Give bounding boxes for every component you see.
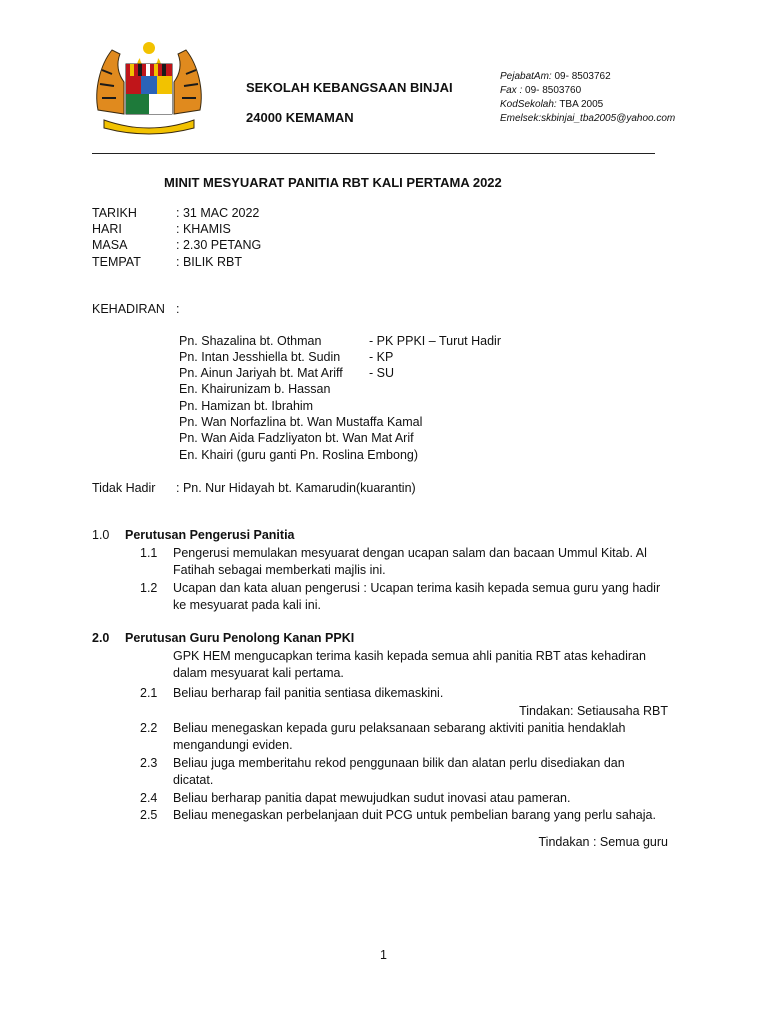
attendee-name: Pn. Shazalina bt. Othman: [179, 334, 322, 348]
attendee-name: En. Khairi (guru ganti Pn. Roslina Embong): [179, 448, 419, 462]
item-text: Beliau juga memberitahu rekod penggunaan bilik dan alatan perlu disediakan dan dicatat.: [173, 756, 625, 787]
contact-school-code: KodSekolah: TBA 2005: [500, 99, 604, 110]
item-text: Beliau menegaskan perbelanjaan duit PCG untuk pembelian barang yang perlu sahaja.: [173, 808, 656, 822]
contact-email: Emelsek:skbinjai_tba2005@yahoo.com: [500, 113, 676, 124]
item-text: Pengerusi memulakan mesyuarat dengan ucapan salam dan bacaan Ummul Kitab. Al Fatihah sebagai memberkati majlis ini.: [173, 546, 647, 577]
action-note: Tindakan: Setiausaha RBT: [519, 704, 668, 718]
attendance-colon: :: [176, 302, 180, 316]
detail-label-date: TARIKH: [92, 206, 137, 220]
item-text: Beliau berharap fail panitia sentiasa dikemaskini.: [173, 686, 444, 700]
absent-value: : Pn. Nur Hidayah bt. Kamarudin(kuarantin): [176, 481, 416, 495]
school-address: 24000 KEMAMAN: [246, 110, 354, 125]
detail-label-day: HARI: [92, 222, 122, 236]
attendee-name: Pn. Wan Aida Fadzliyaton bt. Wan Mat Arif: [179, 431, 414, 445]
attendee-name: Pn. Hamizan bt. Ibrahim: [179, 399, 314, 413]
item-number: 1.2: [140, 581, 158, 595]
detail-label-place: TEMPAT: [92, 255, 141, 269]
contact-block: [500, 70, 675, 126]
document-title: MINIT MESYUARAT PANITIA RBT KALI PERTAMA 2022: [164, 175, 502, 190]
header-divider: [92, 153, 655, 154]
section-title: Perutusan Guru Penolong Kanan PPKI: [125, 631, 355, 645]
item-number: 2.3: [140, 756, 158, 770]
detail-label-time: MASA: [92, 238, 128, 252]
detail-value-place: : BILIK RBT: [176, 255, 242, 269]
item-number: 1.1: [140, 546, 158, 560]
section-intro: GPK HEM mengucapkan terima kasih kepada semua ahli panitia RBT atas kehadiran dalam mesyuarat kali pertama.: [173, 649, 646, 680]
detail-value-time: : 2.30 PETANG: [176, 238, 262, 252]
attendee-role: - PK PPKI – Turut Hadir: [369, 334, 501, 348]
attendee-name: Pn. Wan Norfazlina bt. Wan Mustaffa Kamal: [179, 415, 423, 429]
absent-label: Tidak Hadir: [92, 481, 156, 495]
section-number: 1.0: [92, 528, 110, 542]
contact-fax: Fax : 09- 8503760: [500, 85, 582, 96]
detail-value-day: : KHAMIS: [176, 222, 231, 236]
attendee-name: Pn. Ainun Jariyah bt. Mat Ariff: [179, 366, 343, 380]
detail-value-date: : 31 MAC 2022: [176, 206, 260, 220]
attendance-label: KEHADIRAN: [92, 302, 165, 316]
contact-office: PejabatAm: 09- 8503762: [500, 71, 611, 82]
item-text: Beliau menegaskan kepada guru pelaksanaan sebarang aktiviti panitia hendaklah mengandungi eviden.: [173, 721, 626, 752]
item-text: Beliau berharap panitia dapat mewujudkan sudut inovasi atau pameran.: [173, 791, 571, 805]
item-number: 2.5: [140, 808, 158, 822]
attendee-role: - KP: [369, 350, 394, 364]
page-number: 1: [380, 948, 387, 962]
action-note: Tindakan : Semua guru: [538, 835, 668, 849]
section-title: Perutusan Pengerusi Panitia: [125, 528, 295, 542]
item-text: Ucapan dan kata aluan pengerusi : Ucapan terima kasih kepada semua guru yang hadir ke mesyuarat pada kali ini.: [173, 581, 661, 612]
school-name: SEKOLAH KEBANGSAAN BINJAI: [246, 80, 453, 95]
attendee-role: - SU: [369, 366, 394, 380]
item-number: 2.4: [140, 791, 158, 805]
school-crest-logo: [90, 40, 208, 136]
item-number: 2.1: [140, 686, 158, 700]
attendee-name: Pn. Intan Jesshiella bt. Sudin: [179, 350, 341, 364]
item-number: 2.2: [140, 721, 158, 735]
section-number: 2.0: [92, 631, 110, 645]
attendee-name: En. Khairunizam b. Hassan: [179, 382, 331, 396]
